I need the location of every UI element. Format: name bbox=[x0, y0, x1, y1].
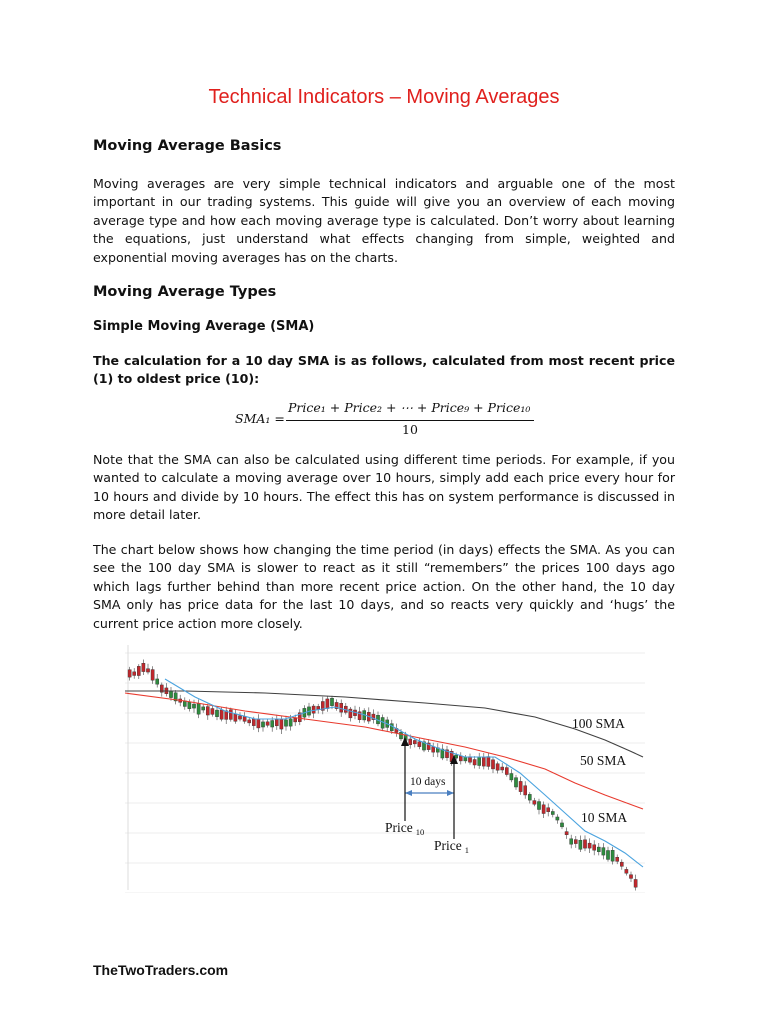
paragraph-time-periods: Note that the SMA can also be calculated using different time periods. For example, if you wanted to calculate a moving average over 10 hours, simply add each price every hour for 10 hours and divide by 10 hours. The effect this has on system performance is discussed in more detail later. bbox=[93, 452, 675, 523]
formula-denominator: 10 bbox=[402, 422, 418, 437]
paragraph-chart-explanation: The chart below shows how changing the time period (in days) effects the SMA. As you can see the 100 day SMA is slower to react as it still “remembers” the prices 100 days ago which lags further behind than more recent price action. On the other hand, the 10 day SMA only has price data for the last 10 days, and so reacts very quickly and ‘hugs’ the current price action more closely. bbox=[93, 542, 675, 631]
candle-body bbox=[284, 720, 287, 726]
candle-body bbox=[243, 717, 246, 722]
candle-body bbox=[491, 760, 494, 769]
candle-body bbox=[271, 721, 274, 728]
label-10-days: 10 days bbox=[410, 776, 446, 788]
candle-body bbox=[482, 757, 485, 766]
candle-body bbox=[257, 719, 260, 728]
candle-body bbox=[634, 879, 637, 887]
sma-formula bbox=[230, 398, 540, 442]
section-heading-basics: Moving Average Basics bbox=[93, 138, 282, 154]
subheading-sma: Simple Moving Average (SMA) bbox=[93, 319, 315, 334]
page-title: Technical Indicators – Moving Averages bbox=[208, 86, 560, 108]
candlestick-chart bbox=[125, 645, 645, 893]
candle-body bbox=[294, 718, 297, 722]
candle-body bbox=[312, 706, 315, 713]
label-price-1 bbox=[434, 838, 469, 855]
candle-body bbox=[514, 778, 517, 787]
candle-body bbox=[215, 710, 218, 717]
footer-site-name: TheTwoTraders.com bbox=[93, 962, 229, 978]
candle-body bbox=[202, 707, 205, 710]
candle-body bbox=[565, 832, 568, 835]
candle-body bbox=[146, 669, 149, 672]
candle-body bbox=[459, 756, 462, 761]
paragraph-calculation: The calculation for a 10 day SMA is as follows, calculated from most recent price (1) to oldest price (10): bbox=[93, 353, 675, 387]
candle-body bbox=[547, 808, 550, 812]
candle-body bbox=[156, 679, 159, 684]
candle-body bbox=[602, 848, 605, 855]
candle-body bbox=[629, 875, 632, 879]
candle-body bbox=[275, 719, 278, 725]
candle-body bbox=[326, 699, 329, 709]
candle-body bbox=[611, 850, 614, 861]
chart-gridlines bbox=[125, 645, 645, 893]
candle-body bbox=[234, 714, 237, 721]
candle-body bbox=[252, 719, 255, 726]
candle-body bbox=[211, 709, 214, 715]
candle-body bbox=[399, 732, 402, 739]
label-price-1-text: Price bbox=[434, 838, 462, 853]
candle-body bbox=[501, 767, 504, 770]
candle-body bbox=[409, 739, 412, 745]
section-heading-types: Moving Average Types bbox=[93, 284, 277, 300]
label-50-sma: 50 SMA bbox=[580, 753, 627, 768]
candle-body bbox=[570, 839, 573, 844]
candle-body bbox=[464, 757, 467, 761]
candle-body bbox=[519, 781, 522, 791]
candle-body bbox=[340, 703, 343, 712]
label-price-10-text: Price bbox=[385, 820, 413, 835]
paragraph-basics: Moving averages are very simple technical indicators and arguable one of the most important in our trading systems. This guide will give you an overview of each moving average type and how each moving average type is calculated. Don’t worry about learning the equations, just understand what effects changing from simple, weighted and exponential moving averages has on the charts. bbox=[93, 176, 675, 265]
candle-body bbox=[151, 670, 154, 681]
candle-body bbox=[266, 722, 269, 726]
label-price-1-subscript: 1 bbox=[464, 845, 469, 855]
candle-body bbox=[478, 757, 481, 765]
candle-body bbox=[413, 740, 416, 743]
candle-body bbox=[206, 707, 209, 715]
candle-body bbox=[625, 869, 628, 873]
candle-body bbox=[510, 774, 513, 780]
candle-body bbox=[473, 760, 476, 765]
candle-body bbox=[620, 862, 623, 866]
candle-body bbox=[169, 691, 172, 698]
candle-body bbox=[560, 823, 563, 827]
candle-body bbox=[128, 670, 131, 677]
candle-body bbox=[248, 720, 251, 723]
label-10-sma: 10 SMA bbox=[581, 810, 628, 825]
candle-body bbox=[137, 666, 140, 675]
candle-body bbox=[188, 702, 191, 709]
formula-numerator: Price₁ + Price₂ + ⋯ + Price₉ + Price₁₀ bbox=[288, 400, 531, 415]
candle-body bbox=[197, 704, 200, 714]
candle-body bbox=[261, 722, 264, 727]
candle-body bbox=[606, 850, 609, 859]
candle-body bbox=[280, 719, 283, 729]
candle-body bbox=[597, 847, 600, 852]
candle-body bbox=[524, 786, 527, 795]
candle-body bbox=[192, 704, 195, 708]
formula-lhs: SMA₁ = bbox=[235, 411, 285, 426]
candle-body bbox=[588, 843, 591, 848]
label-100-sma: 100 SMA bbox=[572, 716, 625, 731]
candle-body bbox=[432, 747, 435, 752]
span-arrowhead-right bbox=[447, 790, 454, 796]
candle-body bbox=[330, 698, 333, 706]
span-arrowhead-left bbox=[405, 790, 412, 796]
candle-body bbox=[579, 840, 582, 849]
candle-body bbox=[593, 845, 596, 851]
candle-body bbox=[551, 811, 554, 814]
candle-body bbox=[487, 757, 490, 767]
candle-body bbox=[289, 719, 292, 726]
candle-body bbox=[133, 672, 136, 676]
candle-body bbox=[220, 710, 223, 719]
candle-body bbox=[533, 801, 536, 805]
candle-body bbox=[574, 840, 577, 844]
label-price-10 bbox=[385, 820, 424, 837]
candle-body bbox=[238, 716, 241, 719]
formula-fraction-bar bbox=[286, 420, 534, 421]
candle-body bbox=[418, 742, 421, 747]
candle-body bbox=[537, 802, 540, 810]
label-price-10-subscript: 10 bbox=[415, 827, 425, 837]
candle-body bbox=[505, 768, 508, 775]
candle-body bbox=[496, 764, 499, 771]
candle-body bbox=[583, 840, 586, 848]
candle-body bbox=[229, 710, 232, 720]
candle-body bbox=[142, 663, 145, 671]
candle-body bbox=[542, 805, 545, 814]
candle-body bbox=[556, 817, 559, 820]
candle-body bbox=[528, 794, 531, 800]
sma-50-line bbox=[125, 693, 643, 809]
candle-body bbox=[616, 857, 619, 861]
candlesticks bbox=[128, 660, 637, 891]
